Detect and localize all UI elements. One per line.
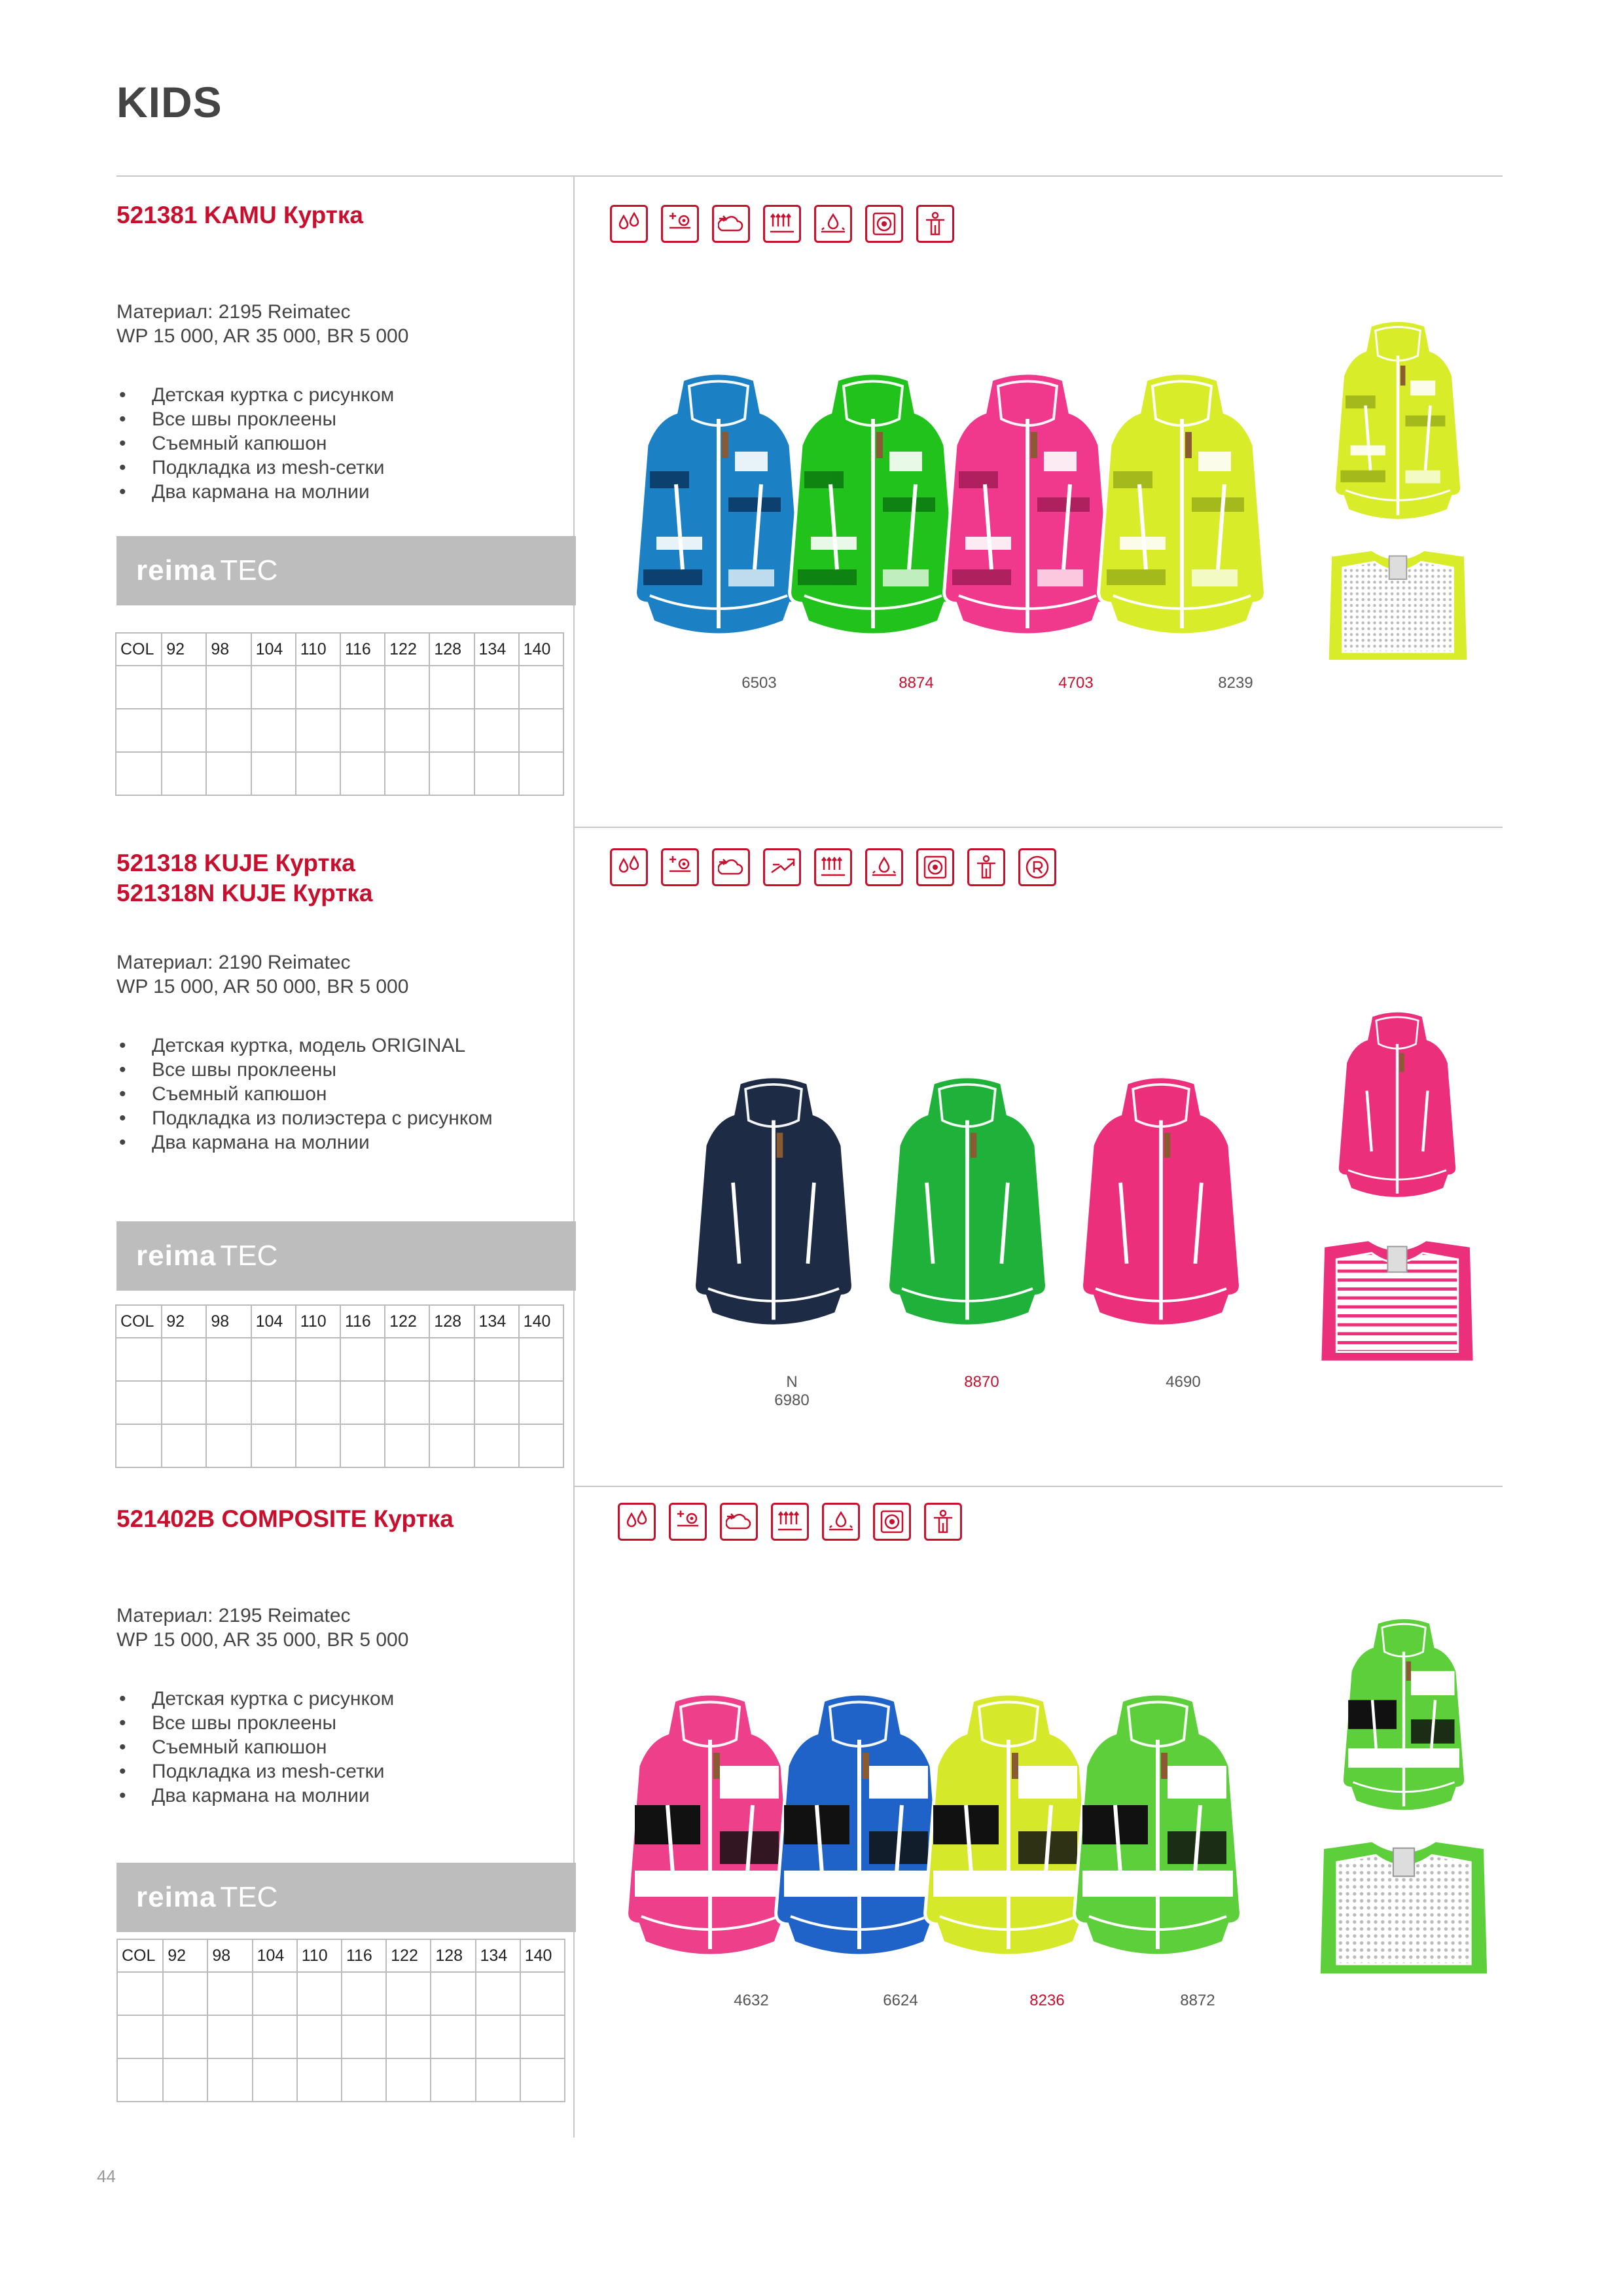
- size-header-cell: 104: [251, 633, 296, 666]
- reima-tec-logo: [116, 536, 576, 605]
- size-input-cell[interactable]: [519, 752, 563, 795]
- size-input-cell[interactable]: [340, 752, 385, 795]
- jacket-image: [630, 373, 808, 651]
- product-title-block: [116, 848, 372, 908]
- size-input-cell[interactable]: [296, 709, 340, 752]
- color-code-value: 8239: [1218, 674, 1253, 692]
- washable-icon: [916, 848, 954, 886]
- size-input-cell[interactable]: [117, 1972, 163, 2015]
- feature-item: • Все швы проклеены: [116, 1058, 493, 1082]
- size-header-cell: 122: [386, 1939, 431, 1972]
- feature-list: [116, 383, 394, 504]
- size-input-cell[interactable]: [253, 1972, 297, 2015]
- product-title: 521402B COMPOSITE Куртка: [116, 1505, 454, 1532]
- color-code-value: 6624: [883, 1992, 918, 2009]
- size-input-cell[interactable]: [474, 1424, 519, 1467]
- size-input-cell[interactable]: [340, 709, 385, 752]
- size-header-cell: 110: [296, 633, 340, 666]
- feature-item: • Детская куртка, модель ORIGINAL: [116, 1033, 493, 1058]
- breathable-icon: [720, 1503, 758, 1541]
- color-code-value: 6503: [741, 674, 777, 692]
- color-code: [1037, 674, 1115, 692]
- color-code-value: 4703: [1058, 674, 1094, 692]
- size-header-cell: 104: [251, 1305, 296, 1338]
- size-input-cell[interactable]: [519, 1381, 563, 1424]
- feature-icons: [618, 1503, 962, 1541]
- size-input-cell[interactable]: [385, 752, 429, 795]
- size-header-cell: 140: [520, 1939, 565, 1972]
- size-input-cell[interactable]: [206, 1338, 251, 1381]
- waterproof-drops-icon: [610, 848, 648, 886]
- color-code: [942, 1373, 1021, 1391]
- product-title: 521318N KUJE Куртка: [116, 880, 373, 906]
- feature-item: • Все швы проклеены: [116, 407, 394, 431]
- temperature-icon: [661, 205, 699, 243]
- size-input-cell[interactable]: [431, 1972, 475, 2015]
- size-input-cell[interactable]: [474, 1381, 519, 1424]
- size-input-cell[interactable]: [385, 1424, 429, 1467]
- size-input-cell[interactable]: [251, 709, 296, 752]
- feature-item: • Съемный капюшон: [116, 431, 394, 456]
- washable-icon: [873, 1503, 911, 1541]
- brand-suffix: TEC: [220, 554, 278, 586]
- size-input-cell[interactable]: [386, 2015, 431, 2058]
- page-number: 44: [97, 2166, 116, 2186]
- feature-item: • Съемный капюшон: [116, 1082, 493, 1106]
- waterproof-drops-icon: [618, 1503, 656, 1541]
- color-code-value: 8870: [964, 1373, 999, 1391]
- size-input-cell[interactable]: [385, 666, 429, 709]
- color-code: [861, 1992, 940, 2010]
- size-header-cell: 140: [519, 1305, 563, 1338]
- size-input-cell[interactable]: [386, 2058, 431, 2102]
- size-input-cell[interactable]: [206, 1424, 251, 1467]
- feature-item: • Детская куртка с рисунком: [116, 1687, 394, 1711]
- size-input-cell[interactable]: [296, 1424, 340, 1467]
- feature-item: • Два кармана на молнии: [116, 480, 394, 504]
- size-input-cell[interactable]: [251, 666, 296, 709]
- size-header-cell: COL: [116, 633, 162, 666]
- size-header-cell: 128: [431, 1939, 475, 1972]
- divider: [573, 1486, 1503, 1487]
- reima-tec-logo: [116, 1221, 576, 1291]
- size-input-cell[interactable]: [385, 1381, 429, 1424]
- size-input-cell[interactable]: [207, 2058, 252, 2102]
- product-title-block: [116, 200, 363, 230]
- size-header-cell: 128: [429, 633, 474, 666]
- adjustable-size-icon: [924, 1503, 962, 1541]
- size-input-cell[interactable]: [431, 2058, 475, 2102]
- size-input-cell[interactable]: [251, 1424, 296, 1467]
- water-repellent-icon: [814, 205, 852, 243]
- size-input-cell[interactable]: [474, 752, 519, 795]
- jacket-image: [1069, 1687, 1246, 1979]
- size-input-cell[interactable]: [520, 2015, 565, 2058]
- size-input-cell[interactable]: [162, 1381, 206, 1424]
- size-header-cell: COL: [116, 1305, 162, 1338]
- water-repellent-icon: [822, 1503, 860, 1541]
- size-input-cell[interactable]: [385, 709, 429, 752]
- material-specs: WP 15 000, AR 35 000, BR 5 000: [116, 1629, 409, 1651]
- size-header-cell: 116: [342, 1939, 386, 1972]
- size-input-cell[interactable]: [340, 1424, 385, 1467]
- size-input-cell[interactable]: [386, 1972, 431, 2015]
- size-input-cell[interactable]: [519, 709, 563, 752]
- color-code-value: 6980: [774, 1391, 810, 1409]
- size-header-cell: 122: [385, 633, 429, 666]
- size-input-cell[interactable]: [474, 1338, 519, 1381]
- color-code: [1196, 674, 1275, 692]
- adjustable-size-icon: [916, 205, 954, 243]
- feature-list: [116, 1033, 493, 1155]
- feature-item: • Два кармана на молнии: [116, 1784, 394, 1808]
- size-order-table: [115, 632, 564, 796]
- size-header-cell: 98: [206, 633, 251, 666]
- size-input-cell[interactable]: [163, 2015, 207, 2058]
- breathable-icon: [712, 848, 750, 886]
- color-code-value: 4632: [734, 1992, 769, 2009]
- taped-seams-icon: [814, 848, 852, 886]
- product-title: 521318 KUJE Куртка: [116, 850, 355, 876]
- material-specs: WP 15 000, AR 35 000, BR 5 000: [116, 325, 409, 347]
- feature-item: • Два кармана на молнии: [116, 1130, 493, 1155]
- size-input-cell[interactable]: [116, 752, 162, 795]
- color-code: [712, 1992, 791, 2010]
- size-input-cell[interactable]: [429, 709, 474, 752]
- water-repellent-icon: [865, 848, 903, 886]
- size-input-cell[interactable]: [429, 666, 474, 709]
- size-input-cell[interactable]: [296, 1338, 340, 1381]
- jacket-image: [1050, 1077, 1272, 1342]
- size-input-cell[interactable]: [117, 2015, 163, 2058]
- size-input-cell[interactable]: [297, 2015, 342, 2058]
- feature-list: [116, 1687, 394, 1808]
- size-input-cell[interactable]: [251, 1381, 296, 1424]
- jacket-lining-view: [1319, 537, 1476, 677]
- brand-logo-text: reima: [136, 554, 217, 586]
- size-input-cell[interactable]: [251, 752, 296, 795]
- size-input-cell[interactable]: [431, 2015, 475, 2058]
- feature-item: • Подкладка из mesh-сетки: [116, 1759, 394, 1784]
- material-info: [116, 1604, 408, 1652]
- size-input-cell[interactable]: [342, 1972, 386, 2015]
- material-name: Материал: 2195 Reimatec: [116, 301, 351, 323]
- size-header-cell: 92: [162, 1305, 206, 1338]
- size-input-cell[interactable]: [207, 2015, 252, 2058]
- size-input-cell[interactable]: [163, 1972, 207, 2015]
- size-input-cell[interactable]: [162, 666, 206, 709]
- size-input-cell[interactable]: [116, 1381, 162, 1424]
- size-input-cell[interactable]: [162, 752, 206, 795]
- size-input-cell[interactable]: [206, 752, 251, 795]
- size-input-cell[interactable]: [117, 2058, 163, 2102]
- feature-item: • Съемный капюшон: [116, 1735, 394, 1759]
- size-header-cell: 98: [206, 1305, 251, 1338]
- color-code: [1144, 1373, 1222, 1391]
- size-input-cell[interactable]: [340, 1338, 385, 1381]
- color-code: [1158, 1992, 1237, 2010]
- feature-item: • Все швы проклеены: [116, 1711, 394, 1735]
- size-input-cell[interactable]: [340, 666, 385, 709]
- divider: [573, 827, 1503, 828]
- material-name: Материал: 2195 Reimatec: [116, 1605, 351, 1626]
- temperature-icon: [669, 1503, 707, 1541]
- jacket-lining-view: [1309, 1234, 1486, 1371]
- jacket-image: [1093, 373, 1271, 651]
- size-header-cell: 122: [385, 1305, 429, 1338]
- size-input-cell[interactable]: [116, 709, 162, 752]
- size-header-cell: 110: [296, 1305, 340, 1338]
- size-input-cell[interactable]: [296, 1381, 340, 1424]
- size-input-cell[interactable]: [163, 2058, 207, 2102]
- size-input-cell[interactable]: [340, 1381, 385, 1424]
- size-input-cell[interactable]: [429, 1338, 474, 1381]
- size-header-cell: 134: [474, 633, 519, 666]
- waterproof-drops-icon: [610, 205, 648, 243]
- size-header-cell: 128: [429, 1305, 474, 1338]
- size-header-cell: 140: [519, 633, 563, 666]
- color-prefix: N: [786, 1373, 798, 1391]
- material-info: [116, 300, 408, 348]
- size-input-cell[interactable]: [162, 1424, 206, 1467]
- material-name: Материал: 2190 Reimatec: [116, 952, 351, 973]
- size-header-cell: 92: [162, 633, 206, 666]
- color-code-value: 8236: [1029, 1992, 1065, 2009]
- brand-suffix: TEC: [220, 1881, 278, 1913]
- size-input-cell[interactable]: [520, 2058, 565, 2102]
- brand-logo-text: reima: [136, 1881, 217, 1913]
- color-code: [1008, 1992, 1086, 2010]
- material-specs: WP 15 000, AR 50 000, BR 5 000: [116, 976, 409, 997]
- size-input-cell[interactable]: [207, 1972, 252, 2015]
- feature-icons: [610, 848, 1056, 886]
- material-info: [116, 950, 408, 999]
- jacket-image: [856, 1077, 1079, 1342]
- washable-icon: [865, 205, 903, 243]
- size-input-cell[interactable]: [519, 1338, 563, 1381]
- size-input-cell[interactable]: [206, 666, 251, 709]
- jacket-back-view: [1315, 1618, 1492, 1824]
- size-input-cell[interactable]: [476, 2015, 520, 2058]
- taped-seams-icon: [771, 1503, 809, 1541]
- size-header-cell: 116: [340, 633, 385, 666]
- feature-item: • Подкладка из mesh-сетки: [116, 456, 394, 480]
- column-divider: [573, 175, 575, 2138]
- adjustable-size-icon: [967, 848, 1005, 886]
- size-header-cell: 98: [207, 1939, 252, 1972]
- brand-suffix: TEC: [220, 1240, 278, 1272]
- size-header-cell: 104: [253, 1939, 297, 1972]
- size-input-cell[interactable]: [385, 1338, 429, 1381]
- color-code: [877, 674, 955, 692]
- size-header-cell: 92: [163, 1939, 207, 1972]
- color-code: [720, 674, 798, 692]
- jacket-image: [784, 373, 962, 651]
- size-input-cell[interactable]: [474, 709, 519, 752]
- size-header-cell: 116: [340, 1305, 385, 1338]
- feature-item: • Детская куртка с рисунком: [116, 383, 394, 407]
- color-code-value: 8874: [899, 674, 934, 692]
- size-input-cell[interactable]: [520, 1972, 565, 2015]
- size-input-cell[interactable]: [342, 2058, 386, 2102]
- size-input-cell[interactable]: [206, 1381, 251, 1424]
- size-input-cell[interactable]: [162, 709, 206, 752]
- size-input-cell[interactable]: [476, 1972, 520, 2015]
- size-input-cell[interactable]: [519, 666, 563, 709]
- size-header-cell: 134: [476, 1939, 520, 1972]
- jacket-back-view: [1309, 1011, 1486, 1211]
- size-order-table: [115, 1304, 564, 1468]
- size-input-cell[interactable]: [296, 666, 340, 709]
- jacket-image: [662, 1077, 885, 1342]
- jacket-back-view: [1319, 321, 1476, 533]
- taped-seams-icon: [763, 205, 801, 243]
- size-input-cell[interactable]: [297, 2058, 342, 2102]
- size-input-cell[interactable]: [342, 2015, 386, 2058]
- size-header-cell: 134: [474, 1305, 519, 1338]
- color-code-value: 4690: [1166, 1373, 1201, 1391]
- size-order-table: [116, 1939, 565, 2102]
- size-input-cell[interactable]: [251, 1338, 296, 1381]
- feature-icons: [610, 205, 954, 243]
- reima-tec-logo: [116, 1863, 576, 1932]
- reflector-icon: [1018, 848, 1056, 886]
- size-input-cell[interactable]: [253, 2015, 297, 2058]
- size-input-cell[interactable]: [116, 1424, 162, 1467]
- size-input-cell[interactable]: [429, 1424, 474, 1467]
- size-input-cell[interactable]: [474, 666, 519, 709]
- size-input-cell[interactable]: [429, 1381, 474, 1424]
- brand-logo-text: reima: [136, 1240, 217, 1272]
- temperature-icon: [661, 848, 699, 886]
- divider: [116, 175, 1503, 177]
- size-input-cell[interactable]: [297, 1972, 342, 2015]
- page-title: KIDS: [116, 78, 223, 126]
- size-input-cell[interactable]: [429, 752, 474, 795]
- size-input-cell[interactable]: [476, 2058, 520, 2102]
- product-title-block: [116, 1504, 454, 1534]
- wind-icon: [763, 848, 801, 886]
- size-input-cell[interactable]: [206, 709, 251, 752]
- jacket-lining-view: [1309, 1826, 1499, 1993]
- jacket-image: [938, 373, 1116, 651]
- color-code: [753, 1373, 831, 1410]
- size-input-cell[interactable]: [116, 1338, 162, 1381]
- size-header-cell: COL: [117, 1939, 163, 1972]
- breathable-icon: [712, 205, 750, 243]
- product-title: 521381 KAMU Куртка: [116, 202, 364, 228]
- size-input-cell[interactable]: [296, 752, 340, 795]
- size-input-cell[interactable]: [162, 1338, 206, 1381]
- feature-item: • Подкладка из полиэстера с рисунком: [116, 1106, 493, 1130]
- size-input-cell[interactable]: [116, 666, 162, 709]
- size-input-cell[interactable]: [253, 2058, 297, 2102]
- size-input-cell[interactable]: [519, 1424, 563, 1467]
- color-code-value: 8872: [1180, 1992, 1215, 2009]
- size-header-cell: 110: [297, 1939, 342, 1972]
